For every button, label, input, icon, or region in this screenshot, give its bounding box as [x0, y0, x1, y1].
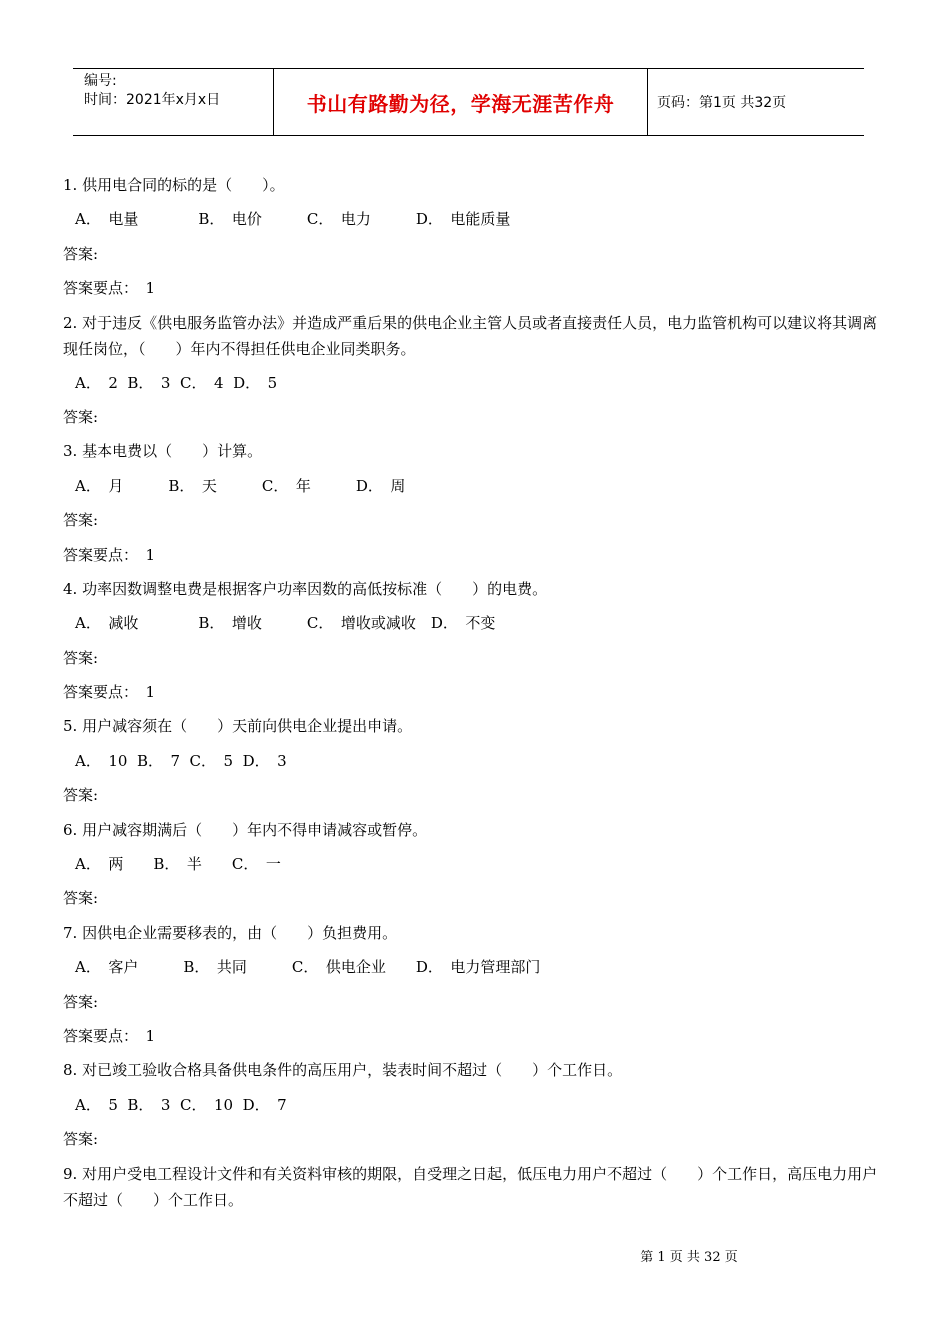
answer-line: 答案要点： 1: [63, 545, 156, 564]
page-footer: [0, 1246, 950, 1265]
footer-page-number: 第 1 页 共 32 页: [640, 1250, 738, 1265]
question-text: 6. 用户减容期满后（ ）年内不得申请减容或暂停。: [63, 820, 428, 839]
header-meta-cell: [73, 69, 274, 135]
answer-options: A． 客户 B． 共同 C． 供电企业 D． 电力管理部门: [75, 958, 541, 977]
answer-line: 答案:: [63, 1130, 99, 1149]
answer-options: A． 5 B． 3 C． 10 D． 7: [75, 1095, 287, 1114]
answer-options: A． 2 B． 3 C． 4 D． 5: [75, 373, 278, 392]
question-text: 2. 对于违反《供电服务监管办法》并造成严重后果的供电企业主管人员或者直接责任人员，电力监管机构可以建议将其调离现任岗位，（ ）年内不得担任供电企业同类职务。: [63, 313, 878, 358]
question-text: 9. 对用户受电工程设计文件和有关资料审核的期限，自受理之日起，低压电力用户不超过（ ）个工作日，高压电力用户不超过（ ）个工作日。: [63, 1164, 878, 1209]
motto-text: 书山有路勤为径，学海无涯苦作舟: [306, 91, 615, 116]
question-text: 8. 对已竣工验收合格具备供电条件的高压用户，装表时间不超过（ ）个工作日。: [63, 1061, 623, 1080]
answer-line: 答案要点： 1: [63, 1026, 156, 1045]
answer-line: 答案:: [63, 786, 99, 805]
document-time-label: 时间：2021年x月x日: [84, 92, 221, 108]
answer-line: 答案:: [63, 511, 99, 530]
answer-line: 答案要点： 1: [63, 683, 156, 702]
question-text: 3. 基本电费以（ ）计算。: [63, 442, 263, 461]
question-text: 1. 供用电合同的标的是（ ）。: [63, 176, 285, 194]
document-header: [73, 68, 864, 136]
answer-line: 答案:: [63, 407, 99, 426]
answer-options: A． 10 B． 7 C． 5 D． 3: [75, 751, 287, 770]
answer-options: A． 电量 B． 电价 C． 电力 D． 电能质量: [75, 210, 511, 229]
answer-line: 答案:: [63, 244, 99, 263]
header-page-cell: [648, 69, 864, 135]
answer-options: A． 减收 B． 增收 C． 增收或减收 D． 不变: [75, 614, 496, 633]
document-number-label: 编号:: [84, 73, 117, 89]
answer-line: 答案要点： 1: [63, 279, 156, 298]
answer-options: A． 两 B． 半 C． 一: [75, 855, 281, 874]
answer-line: 答案:: [63, 992, 99, 1011]
question-text: 7. 因供电企业需要移表的，由（ ）负担费用。: [63, 923, 398, 942]
answer-line: 答案:: [63, 889, 99, 908]
header-motto-cell: [274, 69, 648, 135]
answer-options: A． 月 B． 天 C． 年 D． 周: [75, 476, 406, 495]
question-text: 5. 用户减容须在（ ）天前向供电企业提出申请。: [63, 717, 413, 736]
page-number-label: 页码：第1页 共32页: [657, 95, 787, 111]
question-text: 4. 功率因数调整电费是根据客户功率因数的高低按标准（ ）的电费。: [63, 579, 548, 598]
question-list: [63, 168, 878, 1217]
answer-line: 答案:: [63, 648, 99, 667]
